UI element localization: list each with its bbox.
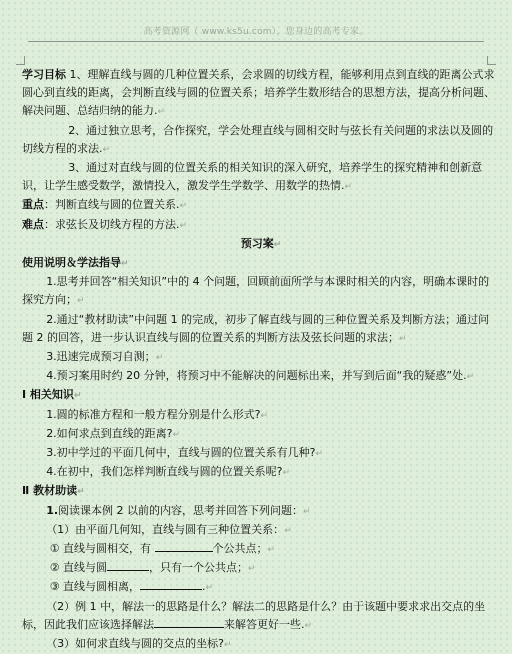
reading-question-2: （2）例 1 中，解法一的思路是什么？解法二的思路是什么？由于该题中要求求出交点的坐标，因此我们应该选择解法 来解答更好一些.↵ xyxy=(22,599,486,631)
instruction-item: 2.通过“教材助读”中问题 1 的完成，初步了解直线与圆的三种位置关系及判断方法；通过问题 2 的回答，进一步认识直线与圆的位置关系的判断方法及弦长问题的求法；↵ xyxy=(22,312,490,344)
difficulty: 难点：求弦长及切线方程的方法.↵ xyxy=(22,217,188,231)
choice-3: ③ 直线与圆相离， .↵ xyxy=(49,580,214,594)
instruction-item: 4.预习案用时约 20 分钟，将预习中不能解决的问题标出来，并写到后面“我的疑惑”处.↵ xyxy=(46,369,475,383)
key-point-label: 重点 xyxy=(22,198,44,212)
goal-3-text: 3、通过对直线与圆的位置关系的相关知识的深入研究，培养学生的探究精神和创新意识，让学生感受数学，激情投入，激发学生学数学、用数学的热情. xyxy=(22,161,483,193)
choice-2: ② 直线与圆 ，只有一个公共点；↵ xyxy=(49,561,256,575)
goal-1-text: 1、理解直线与圆的几种位置关系，会求圆的切线方程，能够利用点到直线的距离公式求圆心到直线的距离，会判断直线与圆的位置关系；培养学生数形结合的思想方法，提高分析问题、解决问题、总结归纳的能力. xyxy=(22,68,495,118)
header-divider xyxy=(28,41,484,42)
goal-2: 2、通过独立思考，合作探究，学会处理直线与圆相交时与弦长有关问题的求法以及圆的切线方程的求法.↵ xyxy=(22,123,494,155)
instruction-item: 3.迅速完成预习自测；↵ xyxy=(46,350,164,364)
instruction-item: 1.思考并回答“相关知识”中的 4 个问题，回顾前面所学与本课时相关的内容，明确本课时的探究方向；↵ xyxy=(22,275,490,307)
key-point: 重点：判断直线与圆的位置关系.↵ xyxy=(22,198,188,212)
difficulty-label: 难点 xyxy=(22,217,44,231)
corner-mark-left xyxy=(16,56,25,65)
answer-blank[interactable] xyxy=(154,617,224,628)
related-item: 2.如何求点到直线的距离?↵ xyxy=(46,426,181,440)
goal-3: 3、通过对直线与圆的位置关系的相关知识的深入研究，培养学生的探究精神和创新意识，让学生感受数学，激情投入，激发学生学数学、用数学的热情.↵ xyxy=(22,161,483,193)
reading-question-3: （3）如何求直线与圆的交点的坐标?↵ xyxy=(46,637,232,651)
goals-label: 学习目标 xyxy=(22,68,66,81)
corner-mark-right xyxy=(487,56,496,65)
answer-blank[interactable] xyxy=(140,579,202,590)
related-item: 3.初中学过的平面几何中，直线与圆的位置关系有几种?↵ xyxy=(46,446,324,460)
goal-1: 学习目标 1、理解直线与圆的几种位置关系，会求圆的切线方程，能够利用点到直线的距离公式求圆心到直线的距离，会判断直线与圆的位置关系；培养学生数形结合的思想方法，提高分析问题、解决问题、总结归纳的能力.↵ xyxy=(22,68,495,118)
choice-1: ① 直线与圆相交，有 个公共点；↵ xyxy=(49,542,276,556)
page-header: 高考资源网（ www.ks5u.com），您身边的高考专家。 xyxy=(143,27,369,37)
related-item: 4.在初中，我们怎样判断直线与圆的位置关系呢?↵ xyxy=(46,465,291,479)
related-heading: Ⅰ 相关知识↵ xyxy=(22,388,82,402)
reading-heading: Ⅱ 教材助读↵ xyxy=(22,484,85,498)
difficulty-text: ：求弦长及切线方程的方法. xyxy=(44,217,180,231)
reading-intro: 1.阅读课本例 2 以前的内容，思考并回答下列问题：↵ xyxy=(46,503,311,517)
instructions-heading: 使用说明＆学法指导↵ xyxy=(22,256,129,270)
answer-blank[interactable] xyxy=(107,560,149,571)
goal-2-text: 2、通过独立思考，合作探究，学会处理直线与圆相交时与弦长有关问题的求法以及圆的切线方程的求法. xyxy=(22,123,494,155)
key-point-text: ：判断直线与圆的位置关系. xyxy=(44,198,180,212)
related-item: 1.圆的标准方程和一般方程分别是什么形式?↵ xyxy=(46,407,269,421)
reading-question-1: （1）由平面几何知，直线与圆有三种位置关系：↵ xyxy=(46,522,292,536)
preview-title: 预习案↵ xyxy=(240,236,282,250)
document-body xyxy=(22,66,500,654)
answer-blank[interactable] xyxy=(155,541,213,552)
